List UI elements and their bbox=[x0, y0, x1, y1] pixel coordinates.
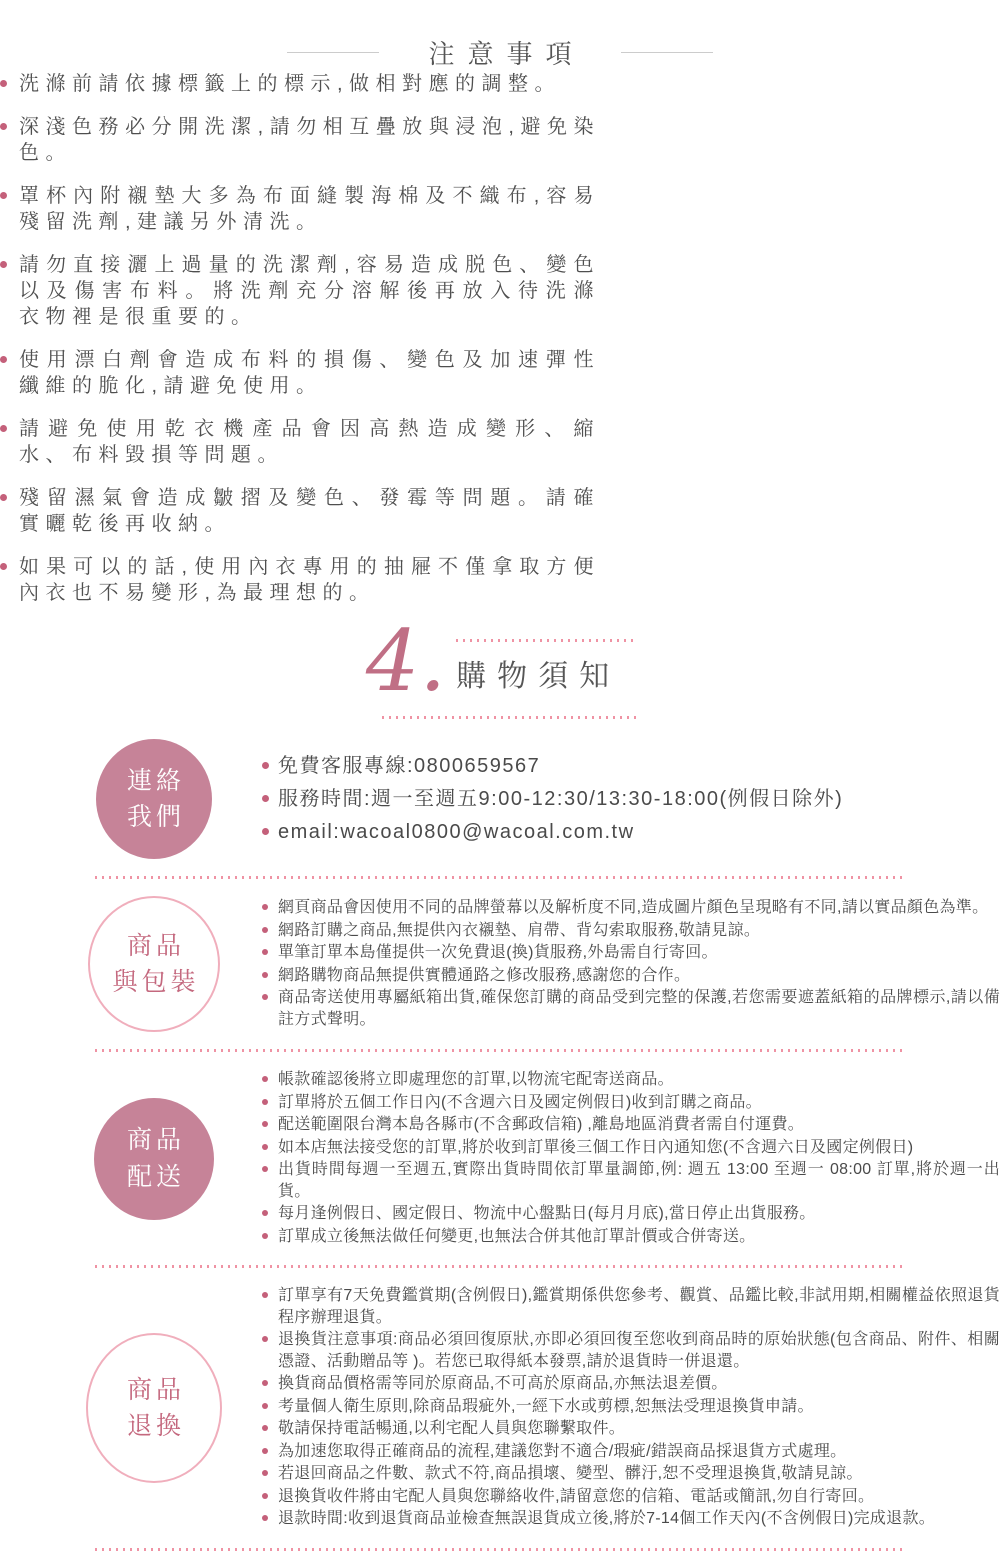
notice-list-item bbox=[0, 347, 600, 399]
delivery-list-item bbox=[262, 1159, 1000, 1202]
bullet-dot-icon bbox=[0, 425, 7, 432]
section-product-delivery bbox=[0, 1059, 1000, 1258]
notice-item-text: 如果可以的話,使用內衣專用的抽屜不僅拿取方便內衣也不易變形,為最理想的。 bbox=[19, 556, 600, 604]
badge-column bbox=[0, 1333, 262, 1483]
packaging-list-item bbox=[262, 987, 1000, 1030]
dotted-line-bottom-icon bbox=[382, 716, 640, 719]
returns-item-text: 為加速您取得正確商品的流程,建議您對不適合/瑕疵/錯誤商品採退貨方式處理。 bbox=[278, 1442, 847, 1460]
header-line-right-icon bbox=[621, 52, 713, 53]
shopping-info-header bbox=[0, 612, 1000, 719]
badge-column bbox=[0, 739, 262, 859]
notice-item-text: 請避免使用乾衣機產品會因高熱造成變形、縮水、布料毀損等問題。 bbox=[19, 418, 600, 466]
delivery-item-text: 配送範圍限台灣本島各縣市(不含郵政信箱) ,離島地區消費者需自付運費。 bbox=[278, 1116, 805, 1133]
dotted-divider bbox=[95, 1049, 905, 1052]
bullet-dot-icon bbox=[262, 1166, 268, 1172]
contact-item-text: 免費客服專線:0800659567 bbox=[278, 754, 541, 777]
bullet-dot-icon bbox=[262, 1448, 268, 1454]
badge-line: 我們 bbox=[126, 803, 185, 831]
notice-header bbox=[0, 0, 1000, 71]
bullet-dot-icon bbox=[262, 1099, 268, 1105]
product-delivery-list bbox=[262, 1069, 1000, 1248]
bullet-dot-icon bbox=[262, 1076, 268, 1082]
bullet-dot-icon bbox=[0, 192, 7, 199]
bullet-dot-icon bbox=[262, 994, 268, 1000]
returns-list-item bbox=[262, 1508, 1000, 1530]
delivery-list-item bbox=[262, 1203, 1000, 1225]
badge-line: 連絡 bbox=[126, 766, 185, 795]
bullet-dot-icon bbox=[262, 1144, 268, 1150]
dotted-divider bbox=[95, 1265, 905, 1268]
notice-item-text: 殘留濕氣會造成皺摺及變色、發霉等問題。請確實曬乾後再收納。 bbox=[19, 487, 600, 535]
bullet-dot-icon bbox=[262, 1403, 268, 1409]
contact-list-item bbox=[262, 816, 1000, 848]
returns-item-text: 退款時間:收到退貨商品並檢查無誤退貨成立後,將於7-14個工作天內(不含例假日)完成退款。 bbox=[278, 1510, 936, 1527]
shopping-title-block bbox=[456, 639, 634, 719]
bullet-dot-icon bbox=[262, 972, 268, 978]
bullet-dot-icon bbox=[262, 1292, 268, 1298]
bullet-dot-icon bbox=[0, 494, 7, 501]
returns-list-item bbox=[262, 1329, 1000, 1372]
notice-item-text: 罩杯內附襯墊大多為布面縫製海棉及不織布,容易殘留洗劑,建議另外清洗。 bbox=[19, 185, 600, 233]
packaging-list-item bbox=[262, 965, 1000, 987]
section-number: 4. bbox=[365, 612, 447, 710]
bullet-dot-icon bbox=[0, 123, 7, 130]
dotted-divider bbox=[95, 1548, 905, 1551]
returns-list-item bbox=[262, 1396, 1000, 1418]
bullet-dot-icon bbox=[262, 1425, 268, 1431]
notice-list-item bbox=[0, 183, 600, 235]
bullet-dot-icon bbox=[262, 1493, 268, 1499]
bullet-dot-icon bbox=[262, 1470, 268, 1476]
badge-line: 退換 bbox=[126, 1411, 185, 1440]
contact-list-item bbox=[262, 750, 1000, 782]
product-returns-list bbox=[262, 1285, 1000, 1531]
notice-item-text: 深淺色務必分開洗潔,請勿相互疊放與浸泡,避免染色。 bbox=[19, 116, 600, 164]
delivery-item-text: 如本店無法接受您的訂單,將於收到訂單後三個工作日內通知您(不含週六日及國定例假日) bbox=[278, 1138, 914, 1156]
returns-list-item bbox=[262, 1441, 1000, 1463]
bullet-dot-icon bbox=[262, 1515, 268, 1521]
contact-us-badge bbox=[96, 739, 212, 859]
bullet-dot-icon bbox=[0, 356, 7, 363]
returns-list-item bbox=[262, 1418, 1000, 1440]
returns-item-text: 考量個人衛生原則,除商品瑕疵外,一經下水或剪標,恕無法受理退換貨申請。 bbox=[278, 1397, 814, 1415]
notice-list-item bbox=[0, 114, 600, 166]
dotted-divider bbox=[95, 876, 905, 879]
notice-list-item bbox=[0, 252, 600, 330]
shopping-info-title: 購物須知 bbox=[456, 660, 621, 693]
notice-list-item bbox=[0, 485, 600, 537]
notice-list bbox=[0, 71, 600, 606]
packaging-list-item bbox=[262, 897, 1000, 919]
notice-item-text: 請勿直接灑上過量的洗潔劑,容易造成脱色、變色以及傷害布料。將洗劑充分溶解後再放入待洗滌衣物裡是很重要的。 bbox=[19, 254, 600, 328]
delivery-item-text: 訂單成立後無法做任何變更,也無法合併其他訂單計價或合併寄送。 bbox=[278, 1227, 756, 1245]
delivery-list-item bbox=[262, 1226, 1000, 1248]
bullet-dot-icon bbox=[262, 795, 269, 802]
section-contact-us bbox=[0, 729, 1000, 869]
packaging-list-item bbox=[262, 920, 1000, 942]
returns-item-text: 訂單享有7天免費鑑賞期(含例假日),鑑賞期係供您參考、觀賞、品鑑比較,非試用期,相關權益依照退貨程序辦理退貨。 bbox=[278, 1287, 1000, 1326]
bullet-dot-icon bbox=[262, 927, 268, 933]
delivery-item-text: 帳款確認後將立即處理您的訂單,以物流宅配寄送商品。 bbox=[278, 1071, 674, 1088]
delivery-list-item bbox=[262, 1114, 1000, 1136]
notice-item-text: 使用漂白劑會造成布料的損傷、變色及加速彈性纖維的脆化,請避免使用。 bbox=[19, 349, 600, 397]
returns-list-item bbox=[262, 1373, 1000, 1395]
bullet-dot-icon bbox=[262, 1210, 268, 1216]
packaging-item-text: 網頁商品會因使用不同的品牌螢幕以及解析度不同,造成圖片顏色呈現略有不同,請以實品顏色為準。 bbox=[278, 899, 989, 916]
bullet-dot-icon bbox=[262, 828, 269, 835]
returns-list-item bbox=[262, 1486, 1000, 1508]
notice-list-item bbox=[0, 554, 600, 606]
returns-item-text: 換貨商品價格需等同於原商品,不可高於原商品,亦無法退差價。 bbox=[278, 1375, 728, 1392]
bullet-dot-icon bbox=[262, 1233, 268, 1239]
product-packaging-badge bbox=[88, 896, 220, 1032]
bullet-dot-icon bbox=[262, 1336, 268, 1342]
notice-list-item bbox=[0, 416, 600, 468]
packaging-item-text: 網路購物商品無提供實體通路之修改服務,感謝您的合作。 bbox=[278, 966, 691, 984]
returns-item-text: 若退回商品之件數、款式不符,商品損壞、變型、髒汙,恕不受理退換貨,敬請見諒。 bbox=[278, 1465, 863, 1482]
delivery-item-text: 訂單將於五個工作日內(不含週六日及國定例假日)收到訂購之商品。 bbox=[278, 1093, 762, 1111]
badge-line: 配送 bbox=[126, 1162, 185, 1191]
badge-column bbox=[0, 1098, 262, 1220]
badge-line: 與包裝 bbox=[112, 968, 200, 996]
product-delivery-badge bbox=[94, 1098, 214, 1220]
bullet-dot-icon bbox=[262, 762, 269, 769]
contact-item-text: email:wacoal0800@wacoal.com.tw bbox=[278, 820, 635, 843]
badge-column bbox=[0, 896, 262, 1032]
section-product-packaging bbox=[0, 886, 1000, 1042]
returns-item-text: 退換貨收件將由宅配人員與您聯絡收件,請留意您的信箱、電話或簡訊,勿自行寄回。 bbox=[278, 1487, 875, 1505]
bullet-dot-icon bbox=[0, 261, 7, 268]
contact-list bbox=[262, 750, 1000, 849]
returns-list-item bbox=[262, 1285, 1000, 1328]
packaging-item-text: 商品寄送使用專屬紙箱出貨,確保您訂購的商品受到完整的保護,若您需要遮蓋紙箱的品牌標示,請以備註方式聲明。 bbox=[278, 989, 1000, 1028]
packaging-item-text: 單筆訂單本島僅提供一次免費退(換)貨服務,外島需自行寄回。 bbox=[278, 944, 718, 961]
delivery-item-text: 出貨時間每週一至週五,實際出貨時間依訂單量調節,例: 週五 13:00 至週一 08:00 訂單,將於週一出貨。 bbox=[278, 1161, 1000, 1200]
bullet-dot-icon bbox=[262, 1380, 268, 1386]
section-product-returns bbox=[0, 1275, 1000, 1541]
notice-list-item bbox=[0, 71, 600, 97]
returns-list-item bbox=[262, 1463, 1000, 1485]
returns-item-text: 敬請保持電話暢通,以利宅配人員與您聯繫取件。 bbox=[278, 1420, 626, 1437]
product-packaging-list bbox=[262, 897, 1000, 1031]
bullet-dot-icon bbox=[0, 563, 7, 570]
badge-line: 商品 bbox=[126, 1126, 185, 1155]
header-line-left-icon bbox=[287, 52, 379, 53]
product-returns-badge bbox=[86, 1333, 222, 1483]
packaging-list-item bbox=[262, 942, 1000, 964]
notice-item-text: 洗滌前請依據標籤上的標示,做相對應的調整。 bbox=[19, 73, 562, 95]
dotted-line-top-icon bbox=[456, 639, 634, 642]
bullet-dot-icon bbox=[262, 949, 268, 955]
delivery-list-item bbox=[262, 1069, 1000, 1091]
notice-title: 注意事項 bbox=[428, 39, 585, 69]
badge-line: 商品 bbox=[126, 1375, 185, 1404]
bullet-dot-icon bbox=[0, 80, 7, 87]
contact-list-item bbox=[262, 783, 1000, 815]
delivery-item-text: 每月逢例假日、國定假日、物流中心盤點日(每月月底),當日停止出貨服務。 bbox=[278, 1205, 816, 1222]
bullet-dot-icon bbox=[262, 1121, 268, 1127]
delivery-list-item bbox=[262, 1092, 1000, 1114]
badge-line: 商品 bbox=[126, 931, 185, 960]
bullet-dot-icon bbox=[262, 904, 268, 910]
delivery-list-item bbox=[262, 1137, 1000, 1159]
packaging-item-text: 網路訂購之商品,無提供內衣襯墊、肩帶、背勾索取服務,敬請見諒。 bbox=[278, 921, 761, 939]
returns-item-text: 退換貨注意事項:商品必須回復原狀,亦即必須回復至您收到商品時的原始狀態(包含商品、附件、相關憑證、活動贈品等 )。若您已取得紙本發票,請於退貨時一併退還。 bbox=[278, 1331, 1000, 1370]
contact-item-text: 服務時間:週一至週五9:00-12:30/13:30-18:00(例假日除外) bbox=[278, 787, 844, 810]
